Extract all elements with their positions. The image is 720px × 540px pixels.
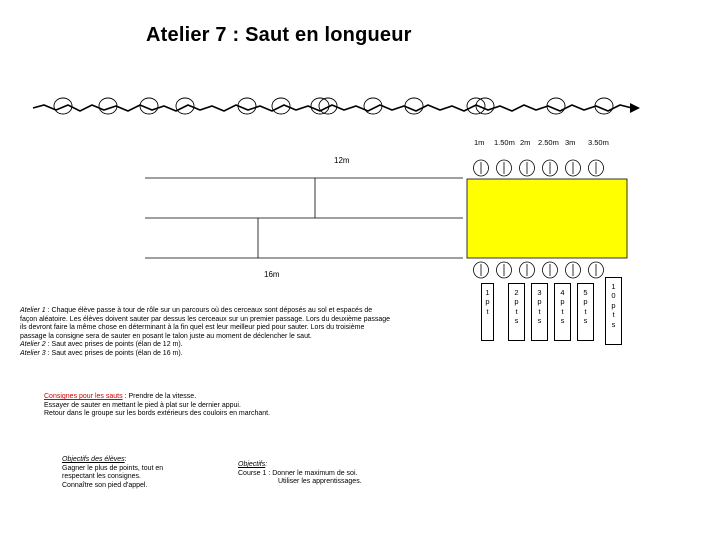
score-box-char: p bbox=[560, 297, 565, 307]
score-box-char: t bbox=[515, 306, 518, 316]
distance-label: 2.50m bbox=[538, 138, 559, 147]
objectifs-eleves-line: Gagner le plus de points, tout en bbox=[62, 464, 164, 472]
hoop-course bbox=[33, 98, 640, 114]
distance-marker bbox=[566, 160, 581, 176]
objectifs-eleves-line: Objectifs des élèves: bbox=[62, 456, 127, 463]
run-up-lanes bbox=[145, 178, 463, 258]
atelier-2-label: Atelier 2 bbox=[20, 341, 46, 349]
distance-marker bbox=[497, 160, 512, 176]
consignes-line: Essayer de sauter en mettant le pied à plat sur le dernier appui. bbox=[44, 401, 241, 409]
distance-label: 1.50m bbox=[494, 138, 515, 147]
score-box-char: t bbox=[538, 306, 541, 316]
score-box-char: s bbox=[514, 316, 519, 326]
score-box-char: 5 bbox=[583, 288, 588, 297]
objectifs-eleves-line: respectant les consignes. bbox=[62, 473, 141, 481]
objectifs-heading: Objectifs bbox=[238, 461, 266, 468]
score-box-5pts bbox=[577, 283, 594, 341]
objectifs-eleves-heading: Objectifs des élèves bbox=[62, 456, 125, 463]
score-box-4pts bbox=[554, 283, 571, 341]
score-box-char: 1 bbox=[611, 282, 616, 291]
objectifs-line: Objectifs: bbox=[238, 461, 268, 468]
description-line: ils devront faire la même chose en déterminant à la fin quel est leur meilleur pied pour sauter. Lors du troisième bbox=[20, 324, 365, 332]
objectifs-block bbox=[238, 461, 362, 487]
page-title: Atelier 7 : Saut en longueur bbox=[146, 24, 412, 46]
score-box-char: s bbox=[583, 316, 588, 326]
score-box-char: p bbox=[537, 297, 542, 307]
score-box-3pts bbox=[531, 283, 548, 341]
consignes-line: Retour dans le groupe sur les bords extérieurs des couloirs en marchant. bbox=[44, 410, 271, 418]
objectifs-line: Course 1 : Donner le maximum de soi. bbox=[238, 469, 358, 477]
score-box-1pt bbox=[481, 283, 494, 341]
distance-label: 3m bbox=[565, 138, 576, 147]
score-box-char: t bbox=[486, 306, 489, 316]
description-line: Atelier 3 : Saut avec prises de points (élan de 16 m). bbox=[20, 349, 183, 357]
hoop bbox=[238, 98, 256, 114]
score-box-char: p bbox=[611, 300, 616, 310]
description-line: Atelier 1 : Chaque élève passe à tour de rôle sur un parcours où des cerceaux sont déposés au sol et espacés de bbox=[20, 307, 373, 314]
distance-marker bbox=[589, 262, 604, 278]
description-line: passage la consigne sera de sauter en posant le talon juste au moment de déclencher le saut. bbox=[20, 332, 312, 340]
distance-marker bbox=[566, 262, 581, 278]
score-box-char: 0 bbox=[611, 291, 616, 301]
course-arrow-head bbox=[630, 103, 640, 113]
description-line: Atelier 2 : Saut avec prises de points (élan de 12 m). bbox=[20, 341, 183, 349]
score-box-char: 1 bbox=[485, 288, 490, 297]
distance-markers-bottom bbox=[474, 262, 604, 278]
run-up-12m-label: 12m bbox=[334, 156, 350, 165]
score-box-char: s bbox=[611, 319, 616, 329]
score-box-char: t bbox=[561, 306, 564, 316]
atelier-1-label: Atelier 1 bbox=[20, 307, 46, 314]
distance-label: 1m bbox=[474, 138, 485, 147]
distance-label: 3.50m bbox=[588, 138, 609, 147]
atelier-3-label: Atelier 3 bbox=[20, 349, 46, 357]
distance-marker bbox=[520, 160, 535, 176]
score-box-char: 3 bbox=[537, 288, 542, 297]
score-box-char: t bbox=[584, 306, 587, 316]
distance-markers-top bbox=[474, 160, 604, 176]
score-box-char: 4 bbox=[560, 288, 565, 297]
course-zigzag-line bbox=[33, 105, 632, 111]
hoop bbox=[405, 98, 423, 114]
distance-label: 2m bbox=[520, 138, 531, 147]
score-box-10pts bbox=[605, 277, 622, 345]
distance-marker bbox=[474, 262, 489, 278]
score-box-2pts bbox=[508, 283, 525, 341]
score-box-char: 2 bbox=[514, 288, 519, 297]
objectifs-eleves-line: Connaître son pied d'appel. bbox=[62, 481, 148, 489]
score-box-char: t bbox=[612, 310, 615, 320]
score-box-char: s bbox=[560, 316, 565, 326]
objectifs-line: Utiliser les apprentissages. bbox=[278, 478, 362, 486]
description-line: façon aléatoire. Les élèves doivent sauter par dessus les cerceaux sur un premier passage. Lors du deuxième passage bbox=[20, 315, 391, 323]
run-up-16m-label: 16m bbox=[264, 270, 280, 279]
objectifs-eleves-block bbox=[62, 456, 163, 490]
distance-marker bbox=[474, 160, 489, 176]
score-box-char: p bbox=[583, 297, 588, 307]
atelier-description bbox=[20, 307, 390, 359]
consignes-heading: Consignes pour les sauts bbox=[44, 393, 123, 400]
distance-marker bbox=[497, 262, 512, 278]
sand-pit bbox=[467, 179, 627, 258]
score-box-char: s bbox=[537, 316, 542, 326]
distance-marker bbox=[520, 262, 535, 278]
score-box-char: p bbox=[514, 297, 519, 307]
distance-marker bbox=[543, 262, 558, 278]
distance-marker bbox=[543, 160, 558, 176]
score-box-char: p bbox=[485, 297, 490, 307]
consignes-line: Consignes pour les sauts : Prendre de la vitesse. bbox=[44, 393, 197, 400]
distance-marker bbox=[589, 160, 604, 176]
consignes-block bbox=[44, 393, 270, 419]
